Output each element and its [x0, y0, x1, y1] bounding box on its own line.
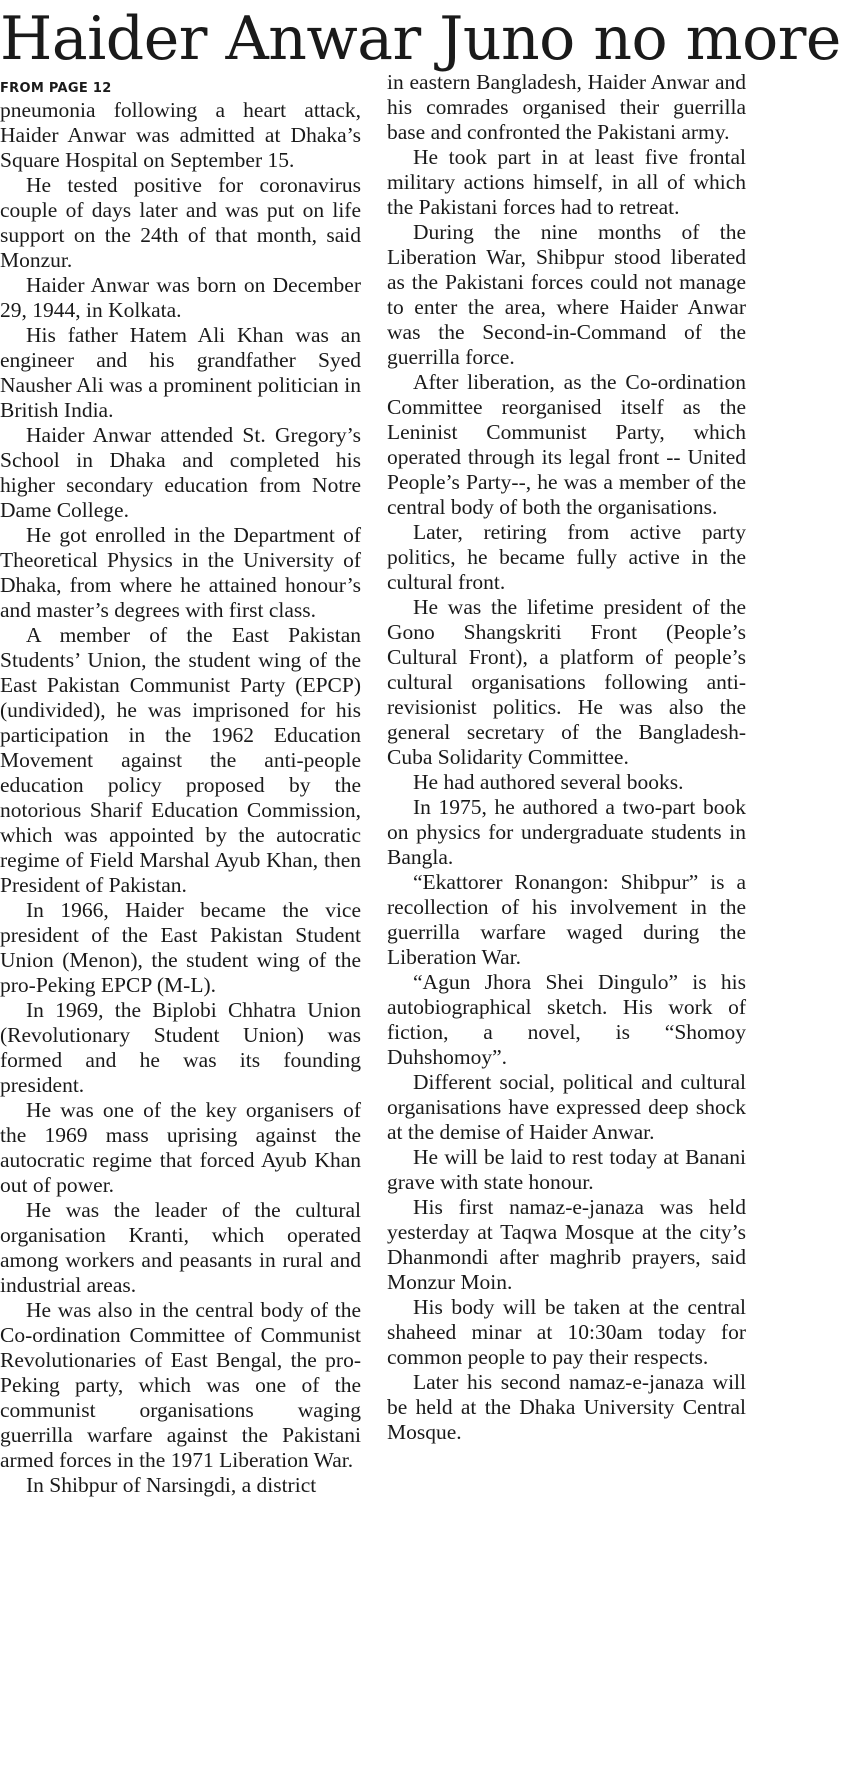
paragraph: In 1975, he authored a two-part book on physics for undergraduate students in Bangla.	[387, 795, 746, 869]
paragraph: In 1966, Haider became the vice president of the East Pakistan Student Union (Menon), the student wing of the pro-Peking EPCP (M-L).	[0, 898, 361, 997]
paragraph: He had authored several books.	[413, 770, 684, 794]
paragraph: Later his second namaz-e-janaza will be held at the Dhaka University Central Mosque.	[387, 1370, 746, 1444]
paragraph: His father Hatem Ali Khan was an engineer and his grandfather Syed Nausher Ali was a prominent politician in British India.	[0, 323, 361, 422]
paragraph: He was also in the central body of the Co-ordination Committee of Communist Revolutionaries of East Bengal, the pro-Peking party, which was one of the communist organisations waging guerrilla warfare against the Pakistani armed forces in the 1971 Liberation War.	[0, 1298, 361, 1472]
jump-line: FROM PAGE 12	[0, 81, 112, 96]
paragraph: Haider Anwar was born on December 29, 1944, in Kolkata.	[0, 273, 361, 322]
paragraph: His body will be taken at the central shaheed minar at 10:30am today for common people to pay their respects.	[387, 1295, 746, 1369]
paragraph: In Shibpur of Narsingdi, a district	[26, 1473, 317, 1497]
paragraph: in eastern Bangladesh, Haider Anwar and his comrades organised their guerrilla base and confronted the Pakistani army.	[387, 70, 746, 144]
paragraph: He tested positive for coronavirus couple of days later and was put on life support on the 24th of that month, said Monzur.	[0, 173, 361, 272]
paragraph: He was the lifetime president of the Gono Shangskriti Front (People’s Cultural Front), a platform of people’s cultural organisations following anti-revisionist politics. He was also the general secretary of the Bangladesh-Cuba Solidarity Committee.	[387, 595, 746, 769]
paragraph: He will be laid to rest today at Banani grave with state honour.	[387, 1145, 746, 1194]
paragraph: Different social, political and cultural organisations have expressed deep shock at the demise of Haider Anwar.	[387, 1070, 746, 1144]
paragraph: He was the leader of the cultural organisation Kranti, which operated among workers and peasants in rural and industrial areas.	[0, 1198, 361, 1297]
paragraph: A member of the East Pakistan Students’ Union, the student wing of the East Pakistan Communist Party (EPCP) (undivided), he was imprisoned for his participation in the 1962 Education Movement against the anti-people education policy proposed by the notorious Sharif Education Commission, which was appointed by the autocratic regime of Field Marshal Ayub Khan, then President of Pakistan.	[0, 623, 361, 897]
paragraph: After liberation, as the Co-ordination Committee reorganised itself as the Leninist Communist Party, which operated through its legal front -- United People’s Party--, he was a member of the central body of both the organisations.	[387, 370, 746, 519]
paragraph: Haider Anwar attended St. Gregory’s School in Dhaka and completed his higher secondary education from Notre Dame College.	[0, 423, 361, 522]
paragraph: In 1969, the Biplobi Chhatra Union (Revolutionary Student Union) was formed and he was its founding president.	[0, 998, 361, 1097]
paragraph: During the nine months of the Liberation War, Shibpur stood liberated as the Pakistani forces could not manage to enter the area, where Haider Anwar was the Second-in-Command of the guerrilla force.	[387, 220, 746, 369]
left-column	[0, 80, 361, 1498]
paragraph: “Ekattorer Ronangon: Shibpur” is a recollection of his involvement in the guerrilla warfare waged during the Liberation War.	[387, 870, 746, 969]
paragraph: Later, retiring from active party politics, he became fully active in the cultural front.	[387, 520, 746, 594]
paragraph: “Agun Jhora Shei Dingulo” is his autobiographical sketch. His work of fiction, a novel, is “Shomoy Duhshomoy”.	[387, 970, 746, 1069]
paragraph: His first namaz-e-janaza was held yesterday at Taqwa Mosque at the city’s Dhanmondi after maghrib prayers, said Monzur Moin.	[387, 1195, 746, 1294]
paragraph: He was one of the key organisers of the 1969 mass uprising against the autocratic regime that forced Ayub Khan out of power.	[0, 1098, 361, 1197]
paragraph: He got enrolled in the Department of Theoretical Physics in the University of Dhaka, from where he attained honour’s and master’s degrees with first class.	[0, 523, 361, 622]
right-column	[387, 70, 746, 1445]
headline: Haider Anwar Juno no more	[0, 4, 841, 74]
paragraph: He took part in at least five frontal military actions himself, in all of which the Pakistani forces had to retreat.	[387, 145, 746, 219]
paragraph: pneumonia following a heart attack, Haider Anwar was admitted at Dhaka’s Square Hospital on September 15.	[0, 98, 361, 172]
